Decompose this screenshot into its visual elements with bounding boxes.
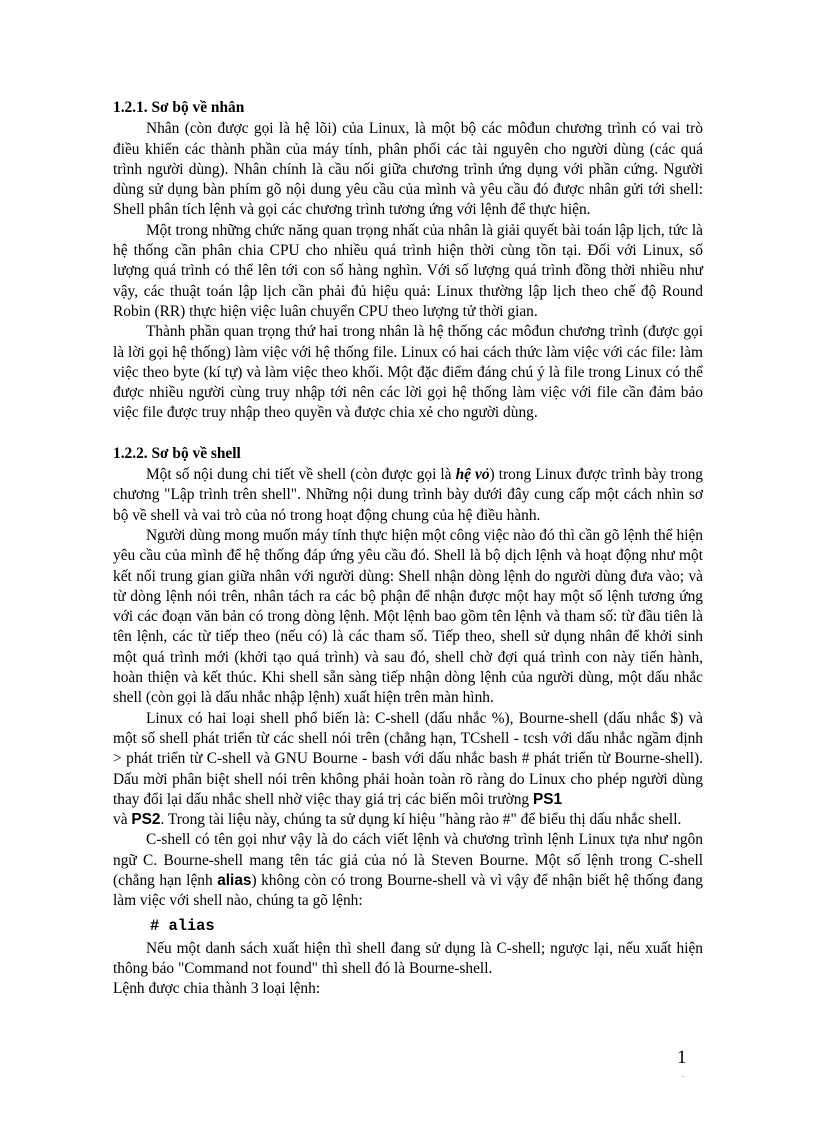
- paragraph: [113, 709, 703, 831]
- paragraph: Lệnh được chia thành 3 loại lệnh:: [113, 980, 321, 998]
- env-variable-ps2: PS2: [131, 811, 161, 829]
- paragraph: Một trong những chức năng quan trọng nhất của nhân là giải quyết bài toán lập lịch, tức là hệ thống cần phân chia CPU cho nhiều quá trình hiện thời cùng tồn tại. Đối với Linux, số lượng quá trình có thể lên tới con số hàng nghìn. Với số lượng quá trình đồng thời nhiều như vậy, các thuật toán lập lịch cần phải đủ hiệu quả: Linux thường lập lịch theo chế độ Round Robin (RR) thực hiện việc luân chuyển CPU theo lượng tử thời gian.: [113, 221, 703, 320]
- text-run: Linux có hai loại shell phổ biến là: C-shell (dấu nhắc %), Bourne-shell (dấu nhắc $) và một số shell phát triển từ các shell nói trên (chẳng hạn, TCshell - tcsh với dấu nhắc ngầm định > phát triển từ C-shell và GNU Bourne - bash với dấu nhắc bash # phát triển từ Bourne-shell). Dấu mời phân biệt shell nói trên không phải hoàn toàn rõ ràng do Linux cho phép người dùng thay đổi lại dấu nhắc shell nhờ việc thay giá trị các biến môi trường: [113, 709, 703, 808]
- text-run: C-shell có tên gọi như vậy là do cách viết lệnh và chương trình lệnh Linux tựa như ngôn ngữ C. Bourne-shell mang tên tác giả của nó là Steven Bourne. Một số lệnh trong C-shell (chẳng hạn lệnh: [113, 831, 703, 889]
- text-run: và: [113, 811, 132, 829]
- text-run: ) trong Linux được trình bày trong chương "Lập trình trên shell". Những nội dung trình bày dưới đây cung cấp một cách nhìn sơ bộ về shell và vai trò của nó trong hoạt động chung của hệ điều hành.: [113, 466, 703, 524]
- paragraph: Người dùng mong muốn máy tính thực hiện một công việc nào đó thì cần gõ lệnh thể hiện yêu cầu của mình để hệ thống đáp ứng yêu cầu đó. Shell là bộ dịch lệnh và hoạt động như một kết nối trung gian giữa nhân với người dùng: Shell nhận dòng lệnh do người dùng đưa vào; và từ dòng lệnh nói trên, nhân tách ra các bộ phận để nhận được một hay một số lệnh tương ứng với các đoạn văn bản có trong dòng lệnh. Một lệnh bao gồm tên lệnh và tham số: từ đầu tiên là tên lệnh, các từ tiếp theo (nếu có) là các tham số. Tiếp theo, shell sử dụng nhân để khởi sinh một quá trình mới (khởi tạo quá trình) và sau đó, shell chờ đợi quá trình con này tiến hành, hoàn thiện và kết thúc. Khi shell sẵn sàng tiếp nhận dòng lệnh của người dùng, một dấu nhắc shell (còn gọi là dấu nhắc nhập lệnh) xuất hiện trên màn hình.: [113, 526, 703, 707]
- text-run: ) không còn có trong Bourne-shell và vì vậy để nhận biết hệ thống đang làm việc với shell nào, chúng ta gõ lệnh:: [113, 871, 703, 910]
- paragraph: Thành phần quan trọng thứ hai trong nhân là hệ thống các môđun chương trình (được gọi là lời gọi hệ thống) làm việc với hệ thống file. Linux có hai cách thức làm việc với các file: làm việc theo byte (kí tự) và làm việc theo khối. Một đặc điểm đáng chú ý là file trong Linux có thể được nhiều người cùng truy nhập tới nên các lời gọi hệ thống làm việc với file cần đảm bảo việc file được truy nhập theo quyền và được chia xẻ cho người dùng.: [113, 323, 703, 422]
- page-number: 1: [677, 1047, 687, 1068]
- page-content: [113, 98, 703, 1000]
- section-heading-kernel: 1.2.1. Sơ bộ về nhân: [113, 99, 245, 116]
- env-variable-ps1: PS1: [532, 790, 563, 808]
- emphasis-term: hệ vỏ: [455, 466, 490, 484]
- code-line: # alias: [150, 916, 215, 935]
- paragraph: [113, 830, 703, 911]
- page-mark: .: [682, 1070, 684, 1079]
- paragraph: [113, 465, 703, 526]
- paragraph: Nếu một danh sách xuất hiện thì shell đang sử dụng là C-shell; ngược lại, nếu xuất hiện thông báo "Command not found" thì shell đó là Bourne-shell.: [113, 939, 703, 978]
- paragraph: Nhân (còn được gọi là hệ lõi) của Linux, là một bộ các môđun chương trình có vai trò điều khiển các thành phần của máy tính, phân phối các tài nguyên cho người dùng (các quá trình người dùng). Nhân chính là cầu nối giữa chương trình ứng dụng với phần cứng. Người dùng sử dụng bàn phím gõ nội dung yêu cầu của mình và yêu cầu đó được nhân gửi tới shell: Shell phân tích lệnh và gọi các chương trình tương ứng với lệnh để thực hiện.: [113, 120, 703, 219]
- section-heading-shell: 1.2.2. Sơ bộ về shell: [113, 444, 241, 462]
- text-run: Một số nội dung chi tiết về shell (còn được gọi là: [146, 466, 456, 484]
- command-alias: alias: [217, 871, 252, 889]
- text-run: . Trong tài liệu này, chúng ta sử dụng kí hiệu "hàng rào #" để biểu thị dấu nhắc shell.: [160, 811, 682, 829]
